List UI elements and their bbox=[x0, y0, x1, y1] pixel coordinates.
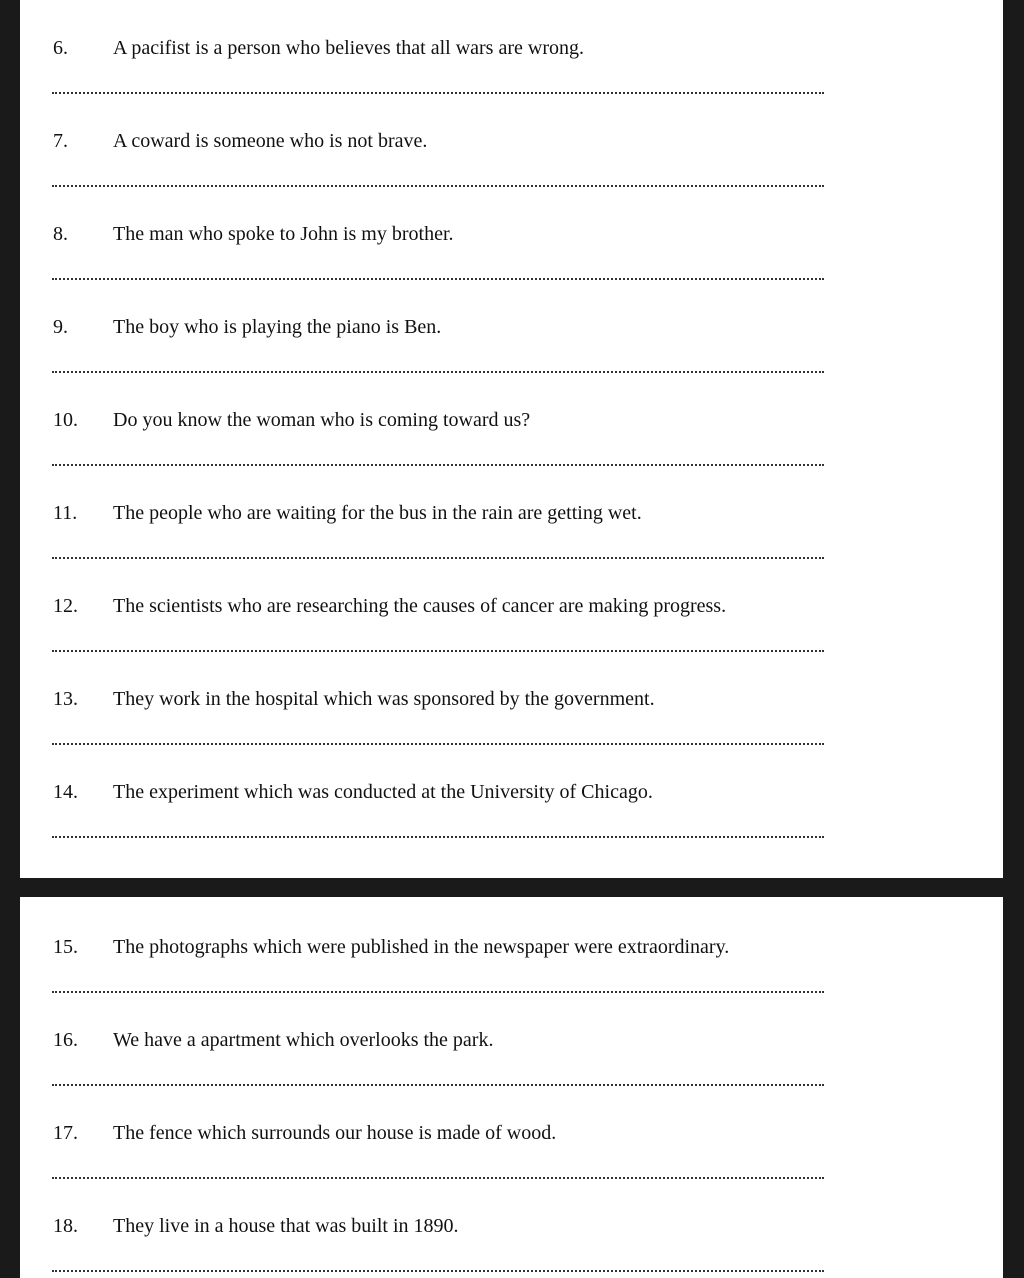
item-number: 17. bbox=[53, 1122, 78, 1144]
item-number: 14. bbox=[53, 781, 78, 803]
item-number: 15. bbox=[53, 936, 78, 958]
answer-line[interactable] bbox=[52, 278, 824, 280]
item-sentence: The experiment which was conducted at the University of Chicago. bbox=[113, 781, 653, 803]
answer-line[interactable] bbox=[52, 371, 824, 373]
item-number: 9. bbox=[53, 316, 68, 338]
item-number: 8. bbox=[53, 223, 68, 245]
item-number: 18. bbox=[53, 1215, 78, 1237]
exercise-item-9 bbox=[20, 291, 1003, 384]
item-sentence: Do you know the woman who is coming toward us? bbox=[113, 409, 531, 431]
answer-line[interactable] bbox=[52, 743, 824, 745]
item-sentence: They live in a house that was built in 1890. bbox=[113, 1215, 459, 1237]
item-sentence: The scientists who are researching the causes of cancer are making progress. bbox=[113, 595, 727, 617]
exercise-item-15 bbox=[20, 911, 1003, 1004]
worksheet-page-2 bbox=[20, 897, 1003, 1278]
exercise-item-14 bbox=[20, 756, 1003, 849]
answer-line[interactable] bbox=[52, 1270, 824, 1272]
answer-line[interactable] bbox=[52, 557, 824, 559]
item-number: 6. bbox=[53, 37, 68, 59]
exercise-item-12 bbox=[20, 570, 1003, 663]
item-sentence: The people who are waiting for the bus in the rain are getting wet. bbox=[113, 502, 642, 524]
item-sentence: A pacifist is a person who believes that all wars are wrong. bbox=[113, 37, 584, 59]
answer-line[interactable] bbox=[52, 92, 824, 94]
exercise-item-6 bbox=[20, 12, 1003, 105]
exercise-item-18 bbox=[20, 1190, 1003, 1278]
exercise-item-13 bbox=[20, 663, 1003, 756]
item-number: 11. bbox=[53, 502, 78, 524]
item-sentence: They work in the hospital which was sponsored by the government. bbox=[113, 688, 655, 710]
exercise-item-16 bbox=[20, 1004, 1003, 1097]
item-number: 12. bbox=[53, 595, 78, 617]
answer-line[interactable] bbox=[52, 836, 824, 838]
answer-line[interactable] bbox=[52, 464, 824, 466]
item-number: 13. bbox=[53, 688, 78, 710]
answer-line[interactable] bbox=[52, 650, 824, 652]
answer-line[interactable] bbox=[52, 185, 824, 187]
item-number: 10. bbox=[53, 409, 78, 431]
item-sentence: The photographs which were published in the newspaper were extraordinary. bbox=[113, 936, 730, 958]
item-sentence: The boy who is playing the piano is Ben. bbox=[113, 316, 442, 338]
answer-line[interactable] bbox=[52, 1084, 824, 1086]
item-number: 7. bbox=[53, 130, 68, 152]
item-sentence: The fence which surrounds our house is made of wood. bbox=[113, 1122, 557, 1144]
item-sentence: We have a apartment which overlooks the park. bbox=[113, 1029, 494, 1051]
worksheet-page-1 bbox=[20, 0, 1003, 878]
exercise-item-10 bbox=[20, 384, 1003, 477]
exercise-item-8 bbox=[20, 198, 1003, 291]
answer-line[interactable] bbox=[52, 991, 824, 993]
exercise-item-17 bbox=[20, 1097, 1003, 1190]
exercise-item-7 bbox=[20, 105, 1003, 198]
item-sentence: A coward is someone who is not brave. bbox=[113, 130, 428, 152]
item-number: 16. bbox=[53, 1029, 78, 1051]
answer-line[interactable] bbox=[52, 1177, 824, 1179]
exercise-item-11 bbox=[20, 477, 1003, 570]
item-sentence: The man who spoke to John is my brother. bbox=[113, 223, 454, 245]
